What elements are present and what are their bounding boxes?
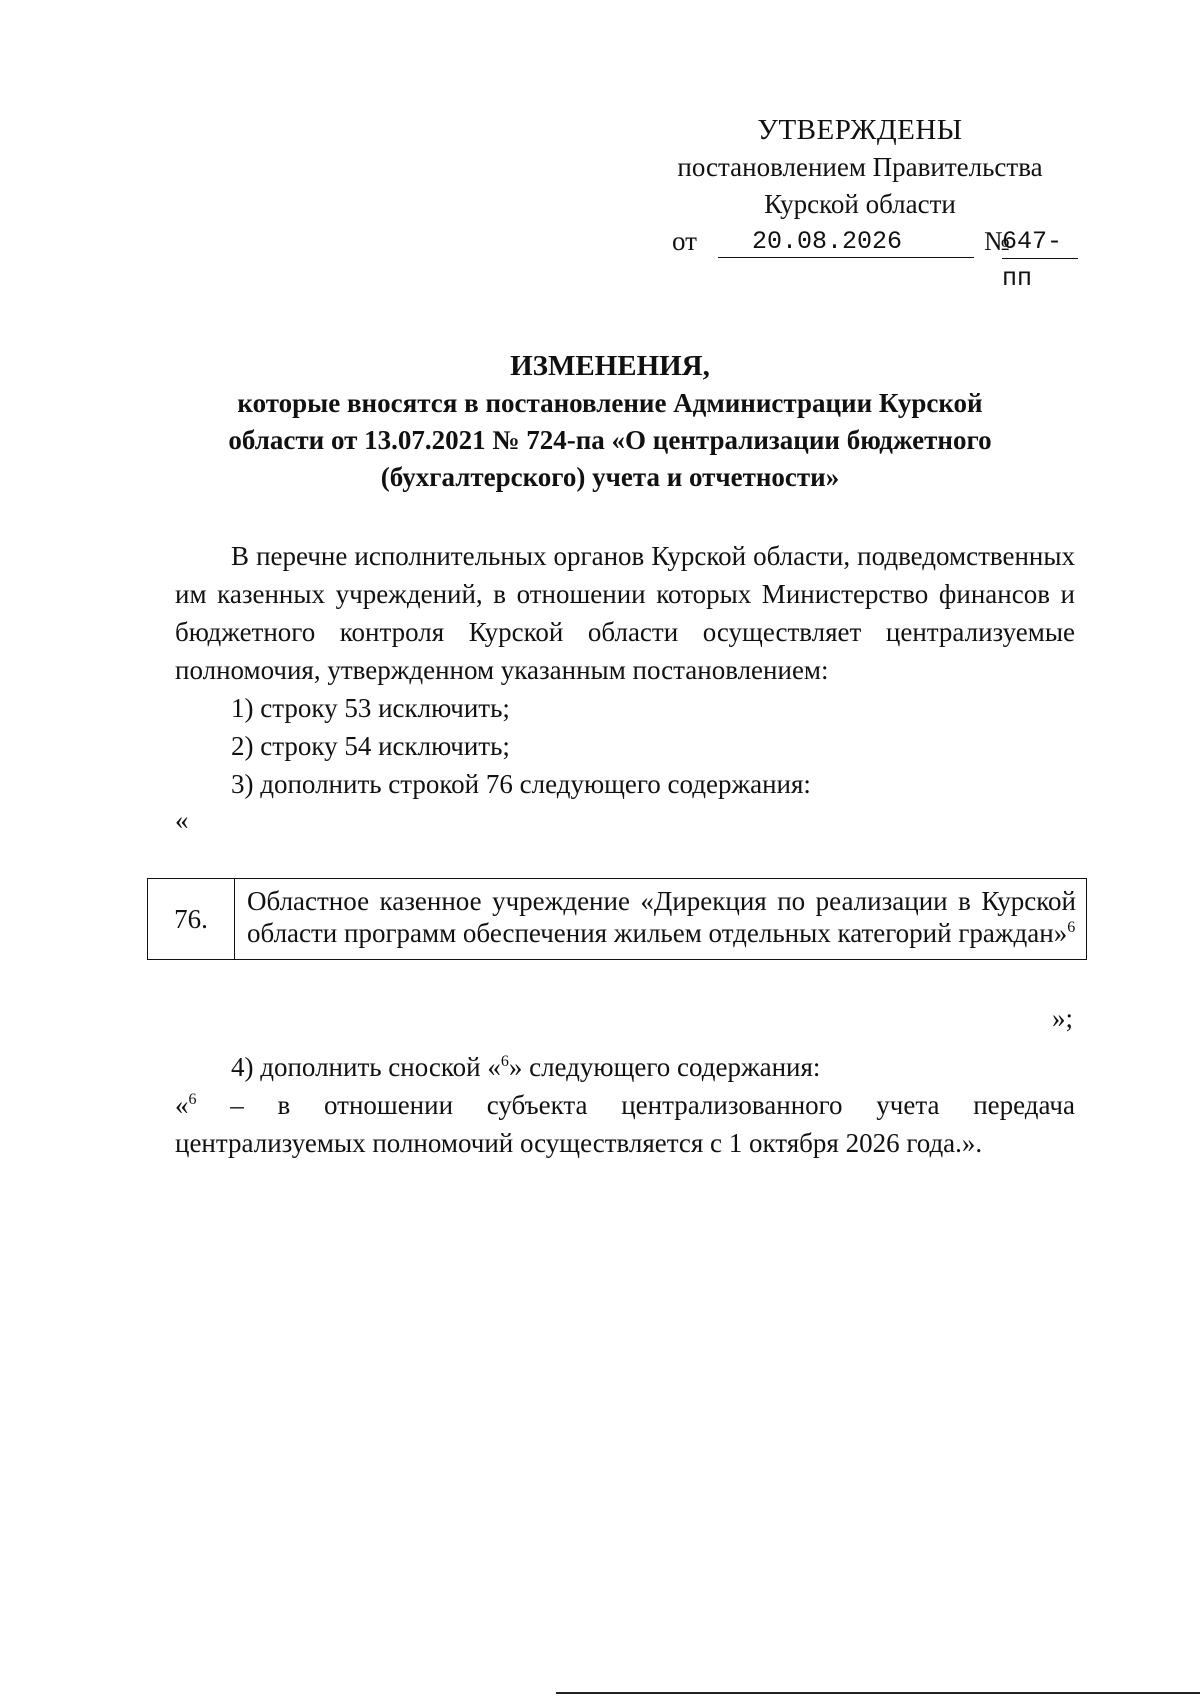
quote-close-mark: »;	[1052, 1003, 1074, 1033]
row-footnote-mark: 6	[1067, 919, 1076, 936]
new-row-table	[147, 878, 1087, 960]
amendment-item-2: 2) строку 54 исключить;	[231, 731, 510, 761]
document-body-continued	[175, 1048, 1075, 1162]
approval-number: 647-пп	[1002, 223, 1078, 259]
footnote-body: – в отношении субъекта централизованного учета передача централизуемых полномочий осуществляется с 1 октября 2026 года.».	[175, 1090, 1075, 1158]
approval-title: УТВЕРЖДЕНЫ	[757, 114, 963, 146]
amendment-item-1: 1) строку 53 исключить;	[231, 693, 510, 723]
item-4-text-before: 4) дополнить сноской «	[231, 1052, 501, 1082]
approval-stamp	[640, 112, 1080, 293]
table-row	[148, 879, 1087, 960]
footnote-text	[175, 1086, 1075, 1162]
document-body	[175, 537, 1075, 837]
approval-date: 20.08.2026	[718, 223, 974, 258]
item-4-footnote-mark: 6	[500, 1053, 509, 1070]
approval-line-2: Курской области	[764, 189, 956, 219]
bottom-divider	[556, 1692, 1200, 1694]
quote-open-mark: «	[175, 805, 189, 835]
document-heading	[170, 348, 1050, 496]
from-label: от	[672, 226, 697, 256]
row-text-cell	[235, 879, 1087, 960]
amendment-item-3: 3) дополнить строкой 76 следующего содержания:	[231, 769, 811, 799]
number-label: №	[984, 226, 1010, 256]
document-subtitle-line-1: которые вносятся в постановление Администрации Курской	[237, 388, 983, 418]
row-number-cell: 76.	[148, 879, 235, 960]
document-subtitle-line-3: (бухгалтерского) учета и отчетности»	[380, 462, 840, 492]
row-text: Областное казенное учреждение «Дирекция по реализации в Курской области программ обеспечения жильем отдельных категорий граждан»	[247, 886, 1076, 948]
item-4-text-after: » следующего содержания:	[508, 1052, 821, 1082]
document-subtitle-line-2: области от 13.07.2021 № 724-па «О централизации бюджетного	[228, 425, 992, 455]
footnote-quote-open: «	[175, 1090, 189, 1120]
intro-paragraph: В перечне исполнительных органов Курской области, подведомственных им казенных учреждений, в отношении которых Министерство финансов и бюджетного контроля Курской области осуществляет централизуемые полномочия, утвержденном указанным постановлением:	[175, 541, 1075, 685]
footnote-mark: 6	[188, 1091, 197, 1108]
approval-line-1: постановлением Правительства	[677, 152, 1043, 182]
amendment-item-4	[175, 1048, 1075, 1086]
approval-reference	[640, 223, 1080, 293]
document-title: ИЗМЕНЕНИЯ,	[510, 350, 710, 382]
